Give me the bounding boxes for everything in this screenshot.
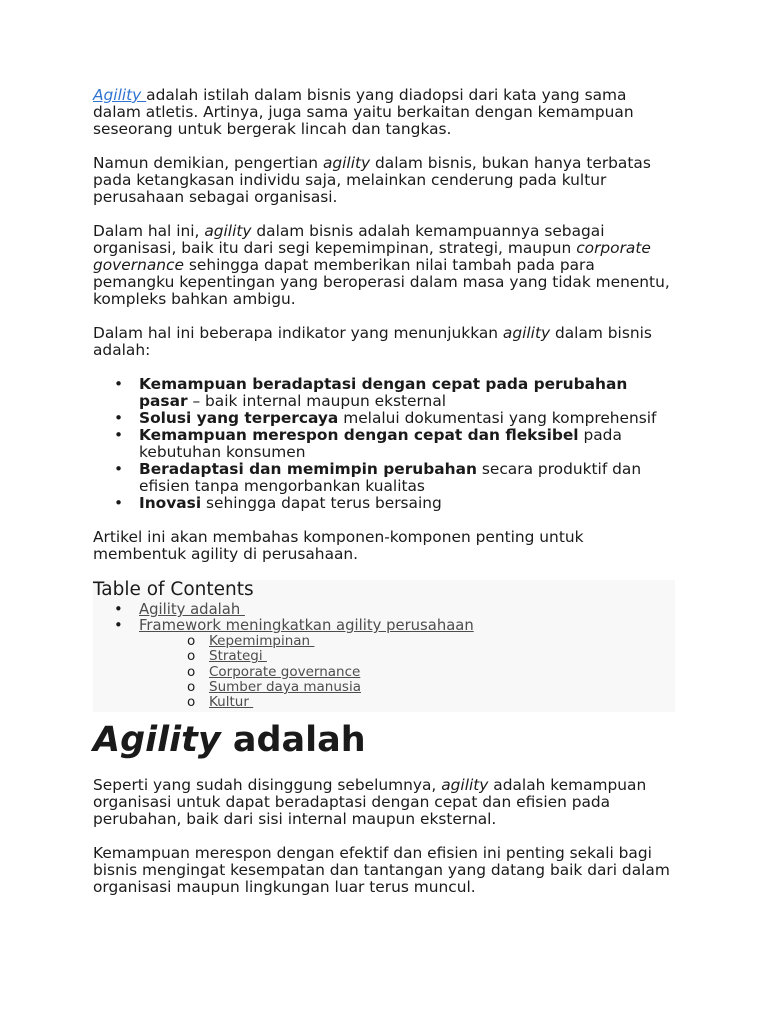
text-line — [93, 862, 675, 879]
toc-link-sumber-daya-manusia[interactable]: Sumber daya manusia — [209, 678, 361, 695]
text-segment: Namun demikian, pengertian — [93, 154, 323, 172]
text-segment: adalah kemampuan — [488, 776, 647, 794]
text-segment: organisasi maupun lingkungan luar terus muncul. — [93, 878, 476, 896]
text-line — [93, 291, 675, 308]
bold-term: Inovasi — [139, 494, 202, 512]
text-segment: Kemampuan merespon dengan efektif dan efisien ini penting sekali bagi — [93, 844, 652, 862]
text-line — [93, 529, 675, 546]
section-paragraph-1 — [93, 777, 675, 828]
toc-link-strategi[interactable]: Strategi — [209, 648, 267, 665]
text-segment: bisnis mengingat kesempatan dan tantangan yang datang baik dari dalam — [93, 861, 670, 879]
text-line — [93, 777, 675, 794]
text-line — [93, 325, 675, 342]
text-line — [93, 121, 675, 138]
text-line — [93, 274, 675, 291]
toc-link-kultur[interactable]: Kultur — [209, 694, 254, 711]
text-segment: organisasi, baik itu dari segi kepemimpinan, strategi, maupun — [93, 239, 577, 257]
indicator-list — [93, 376, 675, 512]
sub-bullet-marker: o — [187, 663, 196, 680]
emphasis: governance — [93, 256, 184, 274]
text-segment: Dalam hal ini beberapa indikator yang menunjukkan — [93, 324, 503, 342]
toc-subitem — [93, 634, 675, 649]
bullet-marker: • — [114, 426, 124, 444]
list-item — [93, 461, 675, 495]
text-segment: pada — [578, 426, 622, 444]
heading-text: adalah — [220, 720, 366, 760]
text-segment: secara produktif dan — [476, 460, 642, 478]
bullet-marker: • — [114, 375, 124, 393]
text-line — [93, 189, 675, 206]
list-item — [93, 410, 675, 427]
text-segment: efisien tanpa mengorbankan kualitas — [139, 477, 425, 495]
text-line — [139, 478, 675, 495]
heading-emphasis: Agility — [93, 720, 221, 760]
toc-link-agility-adalah[interactable]: Agility adalah — [139, 601, 245, 618]
text-line — [93, 172, 675, 189]
list-item — [93, 376, 675, 410]
text-line — [139, 410, 675, 427]
text-segment: dalam bisnis, bukan hanya terbatas — [370, 154, 651, 172]
sub-bullet-marker: o — [187, 648, 196, 665]
toc-link-kepemimpinan[interactable]: Kepemimpinan — [209, 633, 315, 649]
toc-link-framework[interactable]: Framework meningkatkan agility perusahaan — [139, 617, 474, 634]
text-segment: kebutuhan konsumen — [139, 443, 306, 461]
bold-term: Kemampuan merespon dengan cepat dan fleksibel — [139, 426, 579, 444]
text-segment: Artikel ini akan membahas komponen-komponen penting untuk — [93, 528, 584, 546]
text-line — [93, 845, 675, 862]
sub-bullet-marker: o — [187, 678, 196, 695]
text-line — [93, 223, 675, 240]
intro-paragraph-1 — [93, 87, 675, 138]
intro-paragraph-5 — [93, 529, 675, 563]
text-segment: pemangku kepentingan yang beroperasi dalam masa yang tidak menentu, — [93, 273, 670, 291]
text-segment: adalah istilah dalam bisnis yang diadopsi dari kata yang sama — [146, 86, 627, 104]
text-segment: perusahaan sebagai organisasi. — [93, 188, 338, 206]
bullet-marker: • — [114, 460, 124, 478]
bold-term: Beradaptasi dan memimpin perubahan — [139, 460, 477, 478]
emphasis: agility — [322, 154, 371, 172]
sub-bullet-marker: o — [187, 694, 196, 711]
text-segment: perubahan, baik dari sisi internal maupun eksternal. — [93, 810, 497, 828]
toc-item — [93, 618, 675, 634]
text-line — [93, 257, 675, 274]
emphasis: agility — [502, 324, 551, 342]
text-line — [139, 393, 675, 410]
toc-subitem — [93, 680, 675, 695]
text-segment: Seperti yang sudah disinggung sebelumnya, — [93, 776, 442, 794]
text-line — [139, 444, 675, 461]
text-segment: kompleks bahkan ambigu. — [93, 290, 296, 308]
text-segment: sehingga dapat memberikan nilai tambah pada para — [183, 256, 595, 274]
text-segment: seseorang untuk bergerak lincah dan tangkas. — [93, 120, 452, 138]
bullet-marker: • — [114, 409, 124, 427]
text-segment: membentuk agility di perusahaan. — [93, 545, 359, 563]
text-line — [93, 104, 675, 121]
text-segment: – baik internal maupun eksternal — [187, 392, 447, 410]
text-segment: dalam atletis. Artinya, juga sama yaitu berkaitan dengan kemampuan — [93, 103, 634, 121]
bullet-marker: • — [114, 601, 123, 618]
text-line — [93, 811, 675, 828]
toc-subitem — [93, 665, 675, 680]
text-segment: dalam bisnis adalah kemampuannya sebagai — [251, 222, 605, 240]
text-line — [139, 376, 675, 393]
bold-term: Kemampuan beradaptasi dengan cepat pada perubahan — [139, 375, 628, 393]
text-line — [93, 240, 675, 257]
text-segment: pada ketangkasan individu saja, melainkan cenderung pada kultur — [93, 171, 607, 189]
toc-title: Table of Contents — [93, 579, 254, 600]
emphasis: agility — [204, 222, 252, 240]
intro-paragraph-2 — [93, 155, 675, 206]
text-line — [93, 342, 675, 359]
text-line — [93, 794, 675, 811]
toc-subitem — [93, 695, 675, 710]
toc-subitem — [93, 649, 675, 664]
list-item — [93, 427, 675, 461]
text-line — [93, 879, 675, 896]
text-line — [93, 155, 675, 172]
section-paragraph-2 — [93, 845, 675, 896]
table-of-contents — [93, 580, 675, 712]
list-item — [93, 495, 675, 512]
text-line — [93, 87, 675, 104]
agility-link[interactable]: Agility — [93, 86, 147, 104]
intro-paragraph-3 — [93, 223, 675, 308]
toc-link-corporate-governance[interactable]: Corporate governance — [209, 663, 361, 680]
text-line — [93, 546, 675, 563]
text-segment: melalui dokumentasi yang komprehensif — [338, 409, 657, 427]
bullet-marker: • — [114, 494, 124, 512]
section-heading — [93, 720, 675, 760]
emphasis: corporate — [576, 239, 651, 257]
text-segment: adalah: — [93, 341, 151, 359]
text-segment: organisasi untuk dapat beradaptasi dengan cepat dan efisien pada — [93, 793, 611, 811]
text-segment: sehingga dapat terus bersaing — [201, 494, 442, 512]
emphasis: agility — [441, 776, 489, 794]
sub-bullet-marker: o — [187, 633, 196, 649]
text-segment: Dalam hal ini, — [93, 222, 205, 240]
bold-term: pasar — [139, 392, 188, 410]
article — [93, 87, 675, 913]
intro-paragraph-4 — [93, 325, 675, 359]
text-line — [139, 427, 675, 444]
bold-term: Solusi yang terpercaya — [139, 409, 339, 427]
toc-item — [93, 602, 675, 618]
text-segment: dalam bisnis — [550, 324, 652, 342]
bullet-marker: • — [114, 617, 123, 634]
text-line — [139, 461, 675, 478]
text-line — [139, 495, 675, 512]
